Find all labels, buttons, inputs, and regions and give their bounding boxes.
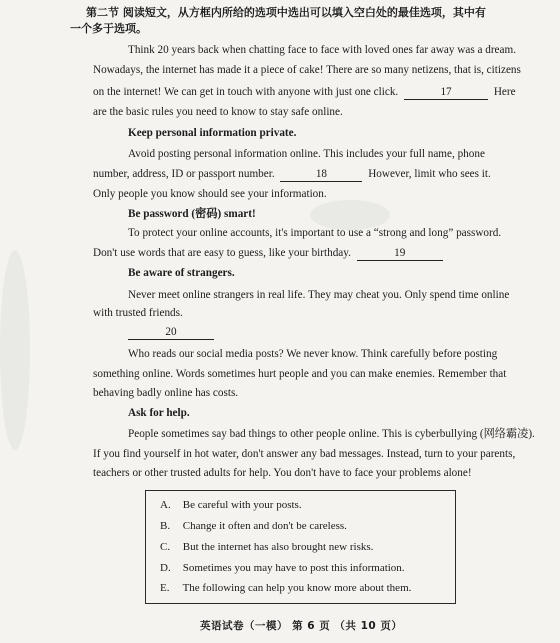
option-c [160, 541, 373, 553]
paragraph-line: teachers or other trusted adults for help. You don't have to face your problems alone! [93, 467, 472, 479]
option-text: The following can help you know more about them. [182, 582, 412, 594]
section-title-line2: 一个多于选项。 [70, 22, 147, 35]
paragraph-line: People sometimes say bad things to other people online. This is cyberbullying (网络霸凌). [128, 428, 535, 440]
paragraph-line: with trusted friends. [93, 307, 183, 319]
option-text: Sometimes you may have to post this information. [182, 562, 405, 574]
blank-17: 17 [404, 86, 488, 100]
heading-ask-help: Ask for help. [128, 407, 190, 419]
blank-20-line [128, 325, 214, 340]
option-letter: D. [160, 562, 171, 574]
option-d [160, 562, 405, 574]
option-text: Be careful with your posts. [182, 499, 302, 511]
blank-18: 18 [280, 168, 362, 182]
paragraph-line [93, 246, 446, 261]
option-b [160, 520, 347, 532]
paragraph-text: on the internet! We can get in touch with anyone with just one click. [93, 86, 399, 98]
scan-smudge [0, 250, 30, 450]
paragraph-text: Don't use words that are easy to guess, like your birthday. [93, 247, 351, 259]
paragraph-line: Avoid posting personal information online. This includes your full name, phone [128, 148, 485, 160]
paragraph-line: something online. Words sometimes hurt people and you can make enemies. Remember that [93, 368, 507, 380]
heading-strangers: Be aware of strangers. [128, 267, 235, 279]
paragraph-text: Here [493, 86, 516, 98]
blank-19: 19 [357, 247, 443, 261]
paragraph-line: Nowadays, the internet has made it a piece of cake! There are so many netizens, that is, citizens [93, 64, 521, 76]
heading-keep-private: Keep personal information private. [128, 127, 297, 139]
option-text: But the internet has also brought new risks. [182, 541, 374, 553]
paragraph-text: number, address, ID or passport number. [93, 168, 275, 180]
paragraph-line: To protect your online accounts, it's important to use a “strong and long” password. [128, 227, 502, 239]
option-a [160, 499, 302, 511]
paragraph-line: Think 20 years back when chatting face to face with loved ones far away was a dream. [128, 44, 516, 56]
paragraph-line: Never meet online strangers in real life. They may cheat you. Only spend time online [128, 289, 510, 301]
paragraph-line [93, 85, 516, 100]
option-letter: A. [160, 499, 171, 511]
options-box [145, 490, 456, 604]
paragraph-text: However, limit who sees it. [368, 168, 491, 180]
option-e [160, 582, 411, 594]
paragraph-line: If you find yourself in hot water, don't answer any bad messages. Instead, turn to your parents, [93, 448, 516, 460]
option-letter: B. [160, 520, 171, 532]
paragraph-line: are the basic rules you need to know to stay safe online. [93, 106, 343, 118]
heading-password: Be password (密码) smart! [128, 208, 256, 220]
paragraph-line [93, 167, 491, 182]
option-letter: C. [160, 541, 171, 553]
page-footer: 英语试卷（一模） 第 6 页 （共 10 页） [200, 620, 403, 632]
paragraph-line: Who reads our social media posts? We never know. Think carefully before posting [128, 348, 498, 360]
option-letter: E. [160, 582, 170, 594]
blank-20: 20 [128, 326, 214, 340]
paragraph-line: Only people you know should see your information. [93, 188, 327, 200]
section-title-line1: 第二节 阅读短文，从方框内所给的选项中选出可以填入空白处的最佳选项，其中有 [86, 6, 486, 19]
paragraph-line: behaving badly online has costs. [93, 387, 239, 399]
option-text: Change it often and don't be careless. [182, 520, 347, 532]
